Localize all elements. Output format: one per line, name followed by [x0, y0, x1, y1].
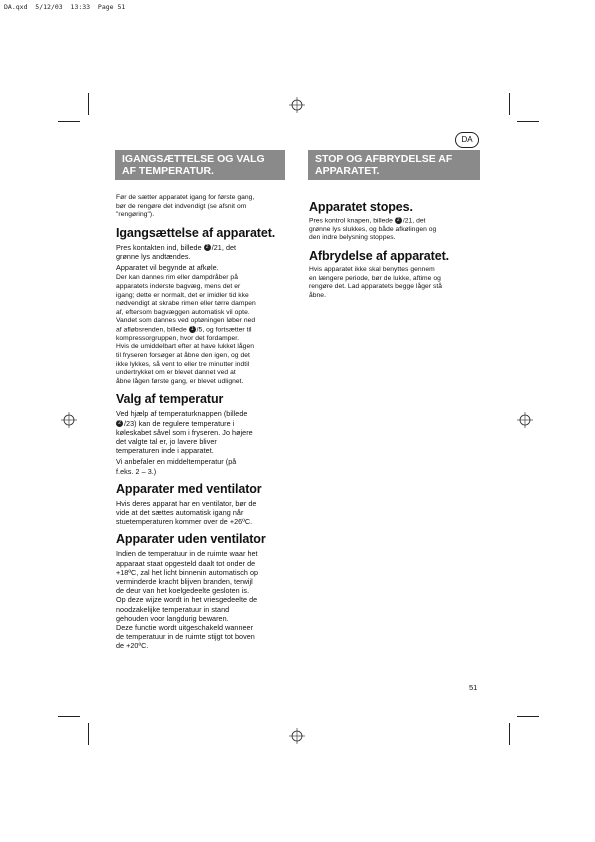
file-slug: DA.qxd 5/12/03 13:33 Page 51 [4, 3, 126, 11]
text-line: Før de sætter apparatet igang for første gang, [116, 194, 255, 201]
text-run: Pres kontakten ind, billede [116, 242, 204, 252]
intro-paragraph [116, 194, 285, 220]
crop-mark [517, 121, 539, 122]
text-line: f.eks. 2 – 3.) [116, 466, 157, 476]
text-line: +18ºC, zal het licht binnenin automatisch op [116, 567, 259, 577]
text-line: de deur van het koelgedeelte gesloten is. [116, 586, 250, 596]
text-line: åbne. [309, 291, 326, 299]
text-line: apparaat staat opgesteld daalt tot onder de [116, 558, 256, 568]
text-line: det valgte tal er, jo lavere bliver [116, 436, 217, 446]
text-line: Hvis apparatet ikke skal benyttes gennem [309, 266, 435, 274]
text-run: Pres kontrol knapen, billede [309, 217, 395, 225]
figure-reference-icon: 2 [395, 217, 402, 224]
text-line: "rengøring"). [116, 211, 155, 219]
registration-mark-icon [61, 412, 77, 428]
text-run: /21, det [211, 242, 237, 252]
left-column [115, 150, 285, 653]
language-badge: DA [455, 132, 479, 148]
section-heading: Afbrydelse af apparatet. [309, 249, 450, 264]
crop-mark [509, 723, 510, 745]
text-line: Vandet som dannes ved optøningen løber ned [116, 317, 256, 325]
text-line: apparatets inderste bagvæg, mens det er [116, 282, 241, 290]
text-line: undertrykket om er blevet dannet ved at [116, 369, 236, 377]
registration-mark-icon [289, 728, 305, 744]
paragraph [309, 217, 480, 243]
crop-mark [509, 93, 510, 115]
paragraph: Apparatet vil begynde at afkøle. [116, 263, 219, 273]
text-line: Hvis deres apparat har en ventilator, bør de [116, 498, 257, 508]
text-line: grønne lys slukkes, og både afkølingen og [309, 225, 437, 233]
text-line: Op deze wijze wordt in het vriesgedeelte de [116, 595, 258, 605]
crop-mark [58, 121, 80, 122]
text-line: Der kan dannes rim eller dampdråber på [116, 274, 238, 282]
paragraph [309, 266, 480, 300]
text-line: bør de rengøre det indvendigt (se afsnit om [116, 202, 247, 210]
banner-line: APPARATET. [315, 165, 380, 177]
section-heading: Apparater med ventilator [116, 481, 262, 496]
text-line: grønne lys andtændes. [116, 251, 191, 261]
banner-line: AF TEMPERATUR. [122, 165, 214, 177]
registration-mark-icon [517, 412, 533, 428]
text-line: Ved hjælp af temperaturknappen (billede [116, 409, 248, 419]
text-line: igang; dette er normalt, det er imidler tid kke [116, 291, 249, 299]
text-line: stuetemperaturen kommer over de +26ºC. [116, 517, 253, 527]
text-line: verminderde kracht blijven branden, terwijl [116, 577, 253, 587]
paragraph [116, 409, 285, 455]
text-line: den indre belysning stoppes. [309, 234, 396, 242]
text-run: af afløbsrenden, billede [116, 326, 189, 334]
text-line: af, eftersom bagvæggen automatisk vil opte. [116, 308, 250, 316]
text-run: /23) kan de regulere temperature i [124, 418, 235, 428]
text-line: noodzakelijke temperatuur in stand [116, 604, 230, 614]
crop-mark [88, 723, 89, 745]
section-heading: Valg af temperatur [116, 392, 224, 407]
section-heading: Apparatet stopes. [309, 200, 413, 214]
text-run: /21, det [402, 217, 426, 225]
paragraph [116, 457, 285, 475]
text-line: en længere periode, bør de lukke, aftime og [309, 274, 441, 282]
banner-line: STOP OG AFBRYDELSE AF [315, 153, 453, 165]
text-line: Indien de temperatuur in de ruimte waar het [116, 549, 258, 559]
text-line: Hvis de umiddelbart efter at have lukket lågen [116, 343, 254, 351]
text-run: /5, og fortsætter til [196, 326, 252, 334]
right-column [308, 150, 480, 302]
section-banner [115, 150, 285, 180]
paragraph [116, 499, 285, 527]
section-banner [308, 150, 480, 180]
section-heading: Igangsættelse af apparatet. [116, 225, 276, 240]
text-line: vide at det sættes automatisk igang når [116, 508, 244, 517]
text-line: de +20ºC. [116, 641, 149, 651]
crop-mark [517, 716, 539, 717]
text-line: nødvendigt at skrabe rimen eller tørre dampen [116, 300, 256, 308]
figure-reference-icon: 1 [189, 326, 196, 333]
paragraph [116, 243, 285, 261]
banner-line: IGANGSÆTTELSE OG VALG [122, 153, 265, 165]
text-line: køleskabet såvel som i fryseren. Jo højere [116, 427, 253, 437]
text-line: gehouden voor langdurig bewaren. [116, 613, 229, 623]
page-number: 51 [469, 683, 478, 692]
text-line: åbne lågen første gang, er blevet udlignet. [116, 377, 244, 385]
text-line: rengøre det. Lad apparatets begge låger stå [309, 283, 443, 291]
text-line: temperaturen inde i apparatet. [116, 446, 214, 456]
text-line: Vi anbefaler en middeltemperatur (på [116, 457, 237, 467]
text-line: til fryseren forsøger at åbne den igen, og det [116, 352, 250, 359]
figure-reference-icon: 2 [204, 244, 211, 251]
crop-mark [58, 716, 80, 717]
text-line: kompressorgruppen, hvor det fordamper. [116, 334, 240, 342]
text-line: Deze functie wordt uitgeschakeld wanneer [116, 623, 254, 633]
text-line: ikke lykkes, så vent to eller tre minutter indtil [116, 360, 250, 368]
section-heading: Apparater uden ventilator [116, 532, 266, 547]
paragraph [116, 274, 285, 386]
paragraph [116, 549, 285, 650]
registration-mark-icon [289, 97, 305, 113]
text-line: de temperatuur in de ruimte stijgt tot boven [116, 632, 255, 642]
crop-mark [88, 93, 89, 115]
figure-reference-icon: 2 [116, 420, 123, 427]
